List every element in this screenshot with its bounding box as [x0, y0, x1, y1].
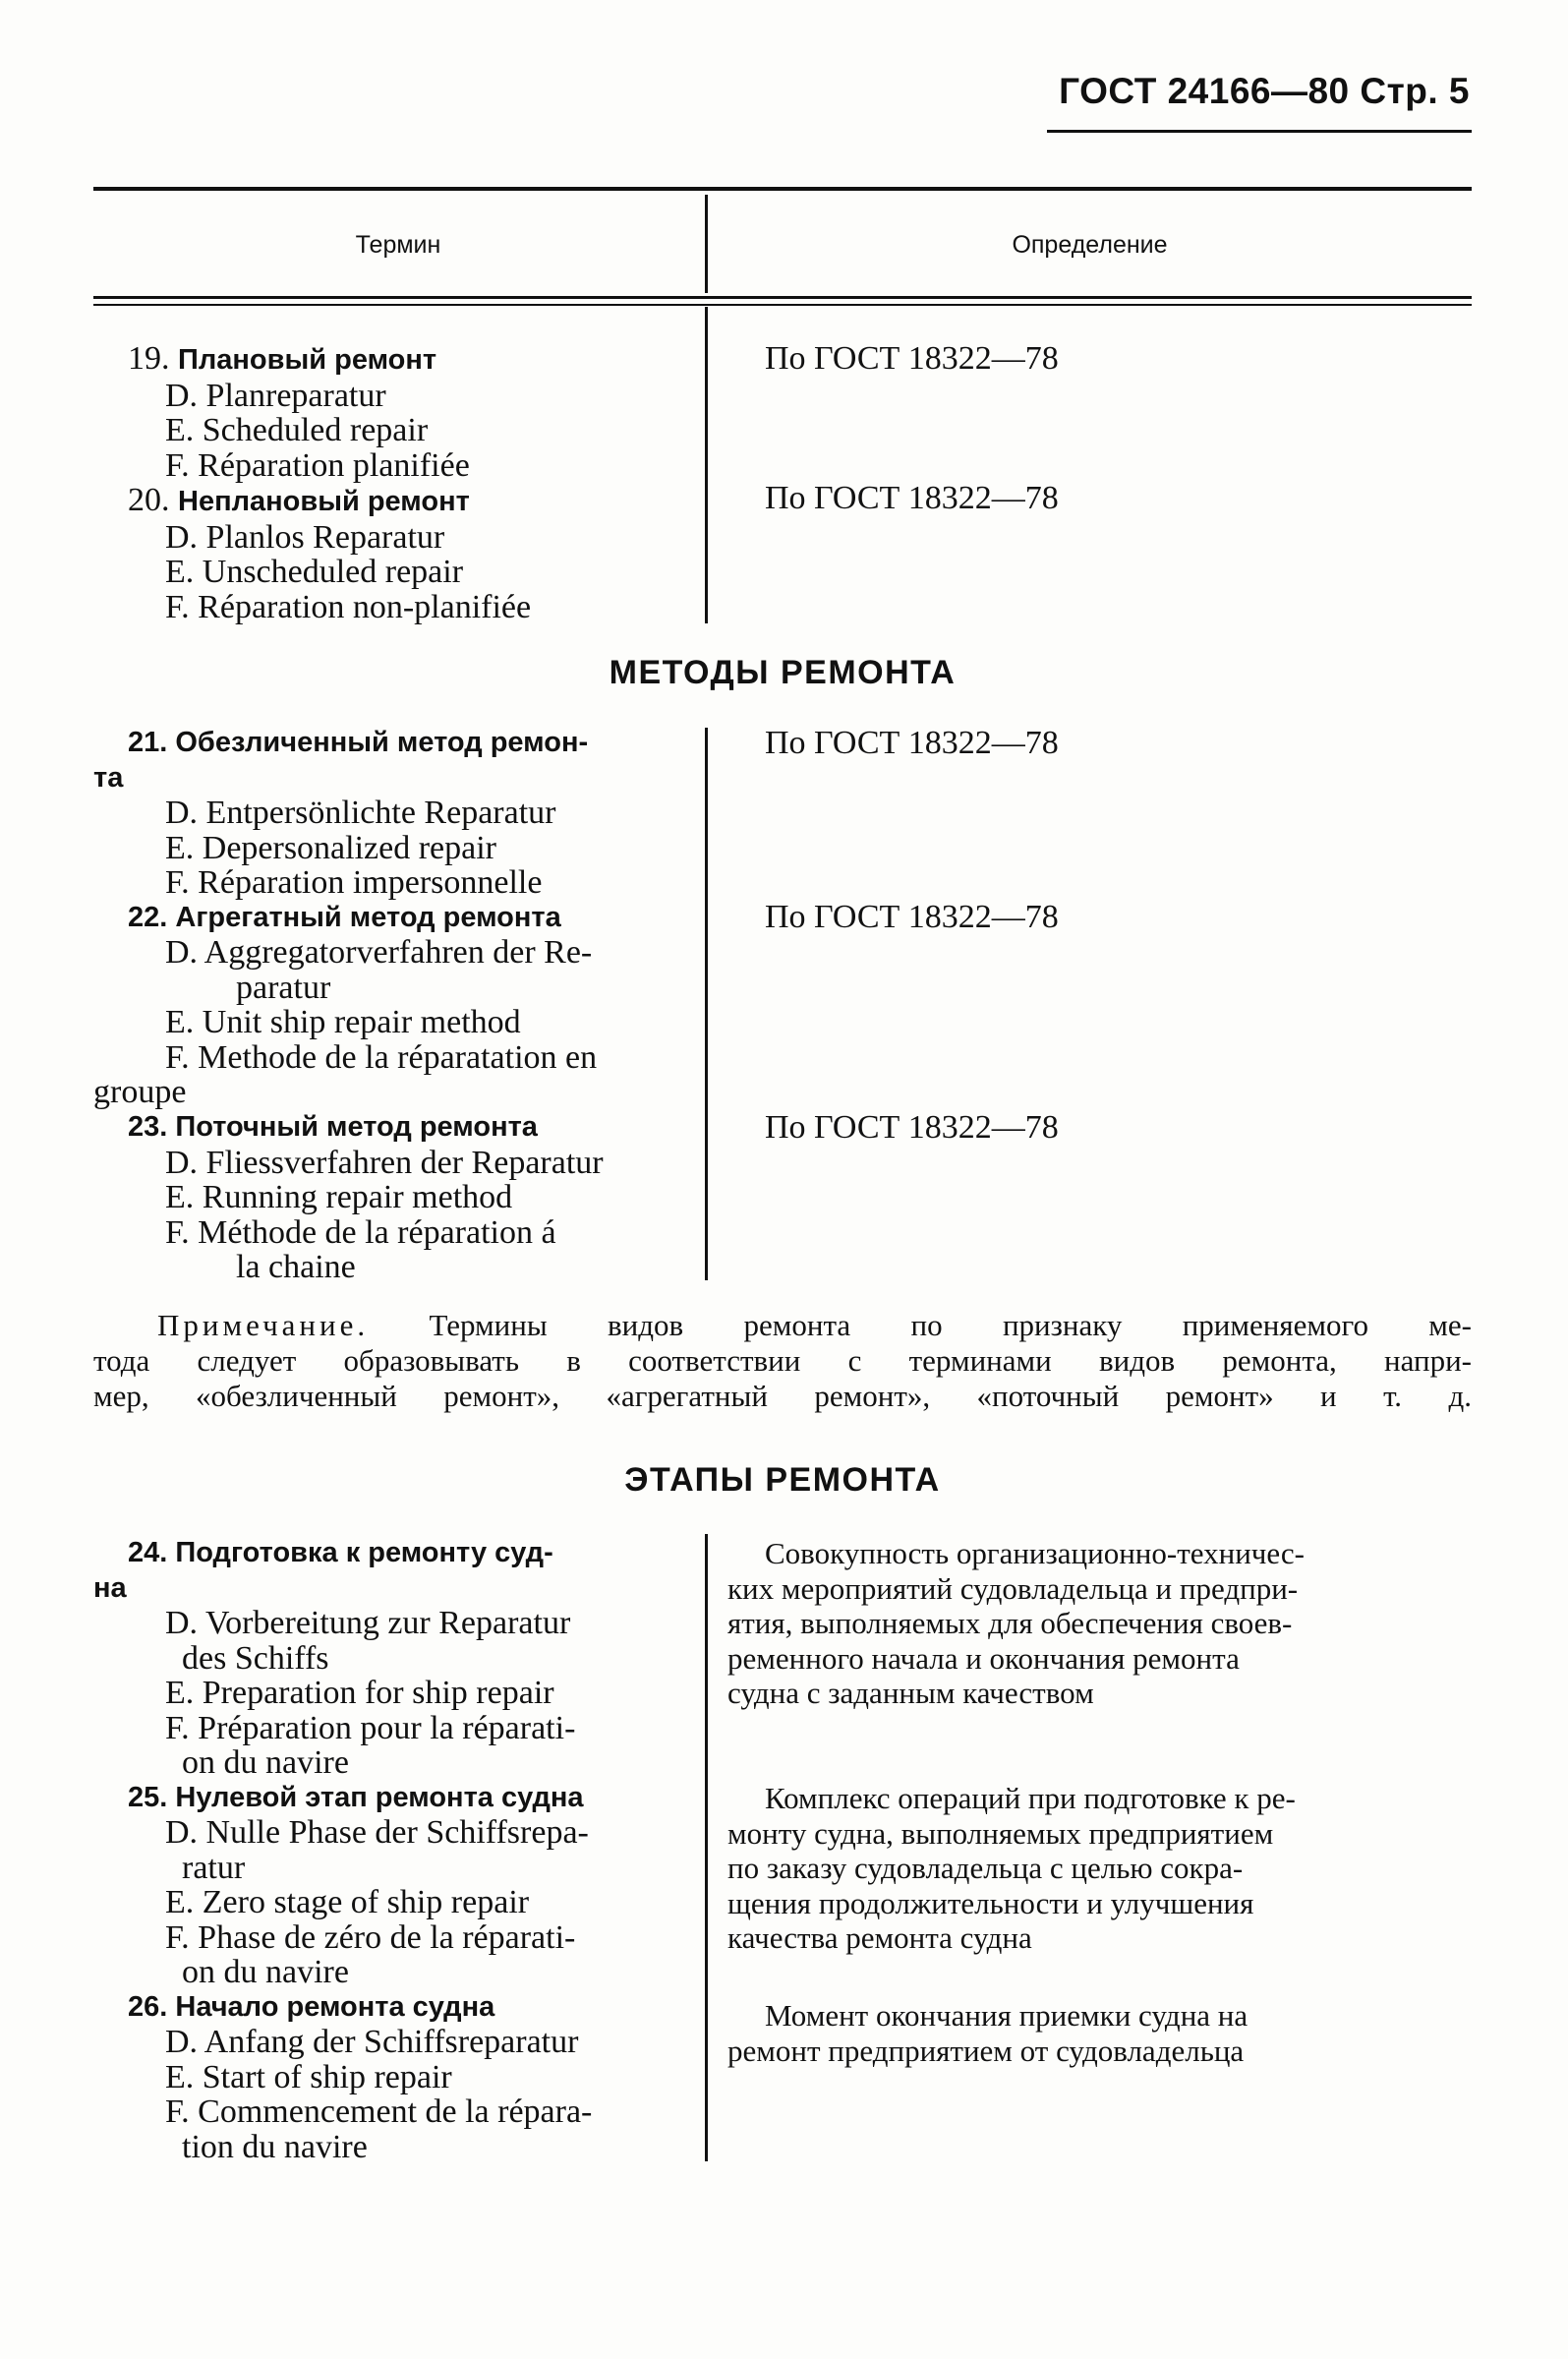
- term-21: [128, 726, 678, 761]
- definition-line: ремонт предприятием от судовладельца: [727, 2033, 1245, 2068]
- column-header-term: Термин: [355, 231, 441, 259]
- definition-text: По ГОСТ 18322—78: [765, 480, 1059, 516]
- term-fr: F. Réparation non-planifiée: [165, 588, 532, 625]
- note-label: Примечание.: [157, 1308, 370, 1342]
- section-title-stages: ЭТАПЫ РЕМОНТА: [624, 1461, 941, 1499]
- term-title: 23. Поточный метод ремонта: [128, 1111, 538, 1143]
- column-divider-2: [705, 728, 708, 1280]
- definition-line: ких мероприятий судовладельца и предпри-: [727, 1570, 1299, 1606]
- term-en: E. Unscheduled repair: [165, 554, 464, 590]
- term-title: 21. Обезличенный метод ремон-: [128, 727, 589, 758]
- term-fr-cont: on du navire: [182, 1954, 349, 1990]
- term-fr-cont: tion du navire: [182, 2128, 368, 2165]
- header-column-divider: [705, 195, 708, 293]
- section-title-methods: МЕТОДЫ РЕМОНТА: [609, 654, 957, 691]
- term-de-cont: paratur: [236, 969, 331, 1006]
- definition-line: монту судна, выполняемых предприятием: [727, 1815, 1274, 1851]
- definition-text: По ГОСТ 18322—78: [765, 725, 1059, 761]
- term-title: 24. Подготовка к ремонту суд-: [128, 1537, 553, 1568]
- note-line-3: мер, «обезличенный ремонт», «агрегатный ремонт», «поточный ремонт» и т. д.: [93, 1379, 1472, 1413]
- column-divider-1: [705, 307, 708, 623]
- definition-line: щения продолжительности и улучшения: [727, 1885, 1254, 1920]
- definition-text: По ГОСТ 18322—78: [765, 340, 1059, 377]
- term-fr: F. Réparation impersonnelle: [165, 864, 543, 901]
- term-24: [128, 1536, 678, 1571]
- term-en: E. Unit ship repair method: [165, 1004, 521, 1040]
- term-fr: F. Préparation pour la réparati-: [165, 1709, 576, 1746]
- term-title: 25. Нулевой этап ремонта судна: [128, 1781, 584, 1813]
- term-fr-cont: la chaine: [236, 1249, 356, 1285]
- term-title-cont: та: [93, 762, 124, 794]
- definition-text: По ГОСТ 18322—78: [765, 1109, 1059, 1146]
- definition-21: [765, 726, 1473, 761]
- note-line-1: Термины видов ремонта по признаку применяемого ме-: [429, 1308, 1472, 1342]
- definition-line: судна с заданным качеством: [727, 1676, 1094, 1710]
- term-de: D. Nulle Phase der Schiffsrepa-: [165, 1814, 589, 1851]
- term-de: D. Fliessverfahren der Reparatur: [165, 1144, 604, 1181]
- term-19: [128, 341, 678, 624]
- term-en: E. Running repair method: [165, 1179, 513, 1215]
- definition-24: [727, 1536, 1472, 1711]
- term-de: D. Aggregatorverfahren der Re-: [165, 934, 593, 971]
- definition-22: [765, 900, 1473, 935]
- term-title: 22. Агрегатный метод ремонта: [128, 901, 561, 933]
- term-22-cont: [93, 1075, 186, 1110]
- term-title: Неплановый ремонт: [178, 486, 470, 517]
- term-21-langs: [128, 796, 678, 1075]
- term-de-cont: ratur: [182, 1849, 246, 1886]
- term-de: D. Vorbereitung zur Reparatur: [165, 1605, 571, 1641]
- term-23: [128, 1110, 678, 1285]
- term-number: 20.: [128, 482, 170, 518]
- definition-line: ременного начала и окончания ремонта: [727, 1640, 1240, 1676]
- definition-23: [765, 1110, 1473, 1146]
- term-24-cont: [93, 1571, 127, 1607]
- term-fr: F. Commencement de la répara-: [165, 2094, 593, 2130]
- term-en: E. Scheduled repair: [165, 412, 429, 448]
- note-paragraph: [93, 1308, 1472, 1414]
- term-title-cont: на: [93, 1572, 127, 1604]
- definition-line: по заказу судовладельца с целью сокра-: [727, 1851, 1244, 1885]
- term-de-cont: des Schiffs: [182, 1639, 329, 1677]
- term-24-langs: [128, 1606, 678, 2164]
- definition-text: По ГОСТ 18322—78: [765, 899, 1059, 935]
- term-fr-cont: on du navire: [182, 1744, 349, 1781]
- term-de: D. Anfang der Schiffsreparatur: [165, 2024, 579, 2060]
- definition-25: [727, 1781, 1472, 1956]
- column-header-definition: Определение: [1012, 231, 1168, 259]
- table-top-rule: [93, 187, 1472, 191]
- term-de: D. Planreparatur: [165, 377, 386, 414]
- term-en: E. Zero stage of ship repair: [165, 1884, 530, 1920]
- definition-line: Совокупность организационно-техничес-: [765, 1536, 1305, 1570]
- column-divider-3: [705, 1534, 708, 2161]
- definition-line: качества ремонта судна: [727, 1920, 1032, 1955]
- term-fr-cont: groupe: [93, 1074, 187, 1110]
- term-number: 19.: [128, 340, 170, 377]
- term-title: Плановый ремонт: [178, 344, 437, 376]
- term-de: D. Entpersönlichte Reparatur: [165, 795, 556, 831]
- definition-line: Комплекс операций при подготовке к ре-: [765, 1781, 1296, 1815]
- definition-line: Момент окончания приемки судна на: [765, 1998, 1249, 2033]
- term-en: E. Preparation for ship repair: [165, 1675, 554, 1711]
- term-en: E. Start of ship repair: [165, 2058, 452, 2095]
- term-21-cont: [93, 761, 123, 796]
- header-bottom-rule-2: [93, 304, 1472, 306]
- term-fr: F. Réparation planifiée: [165, 446, 470, 484]
- definition-19: [765, 341, 1473, 377]
- header-bottom-rule: [93, 296, 1472, 299]
- header-rule: [1047, 130, 1472, 133]
- term-en: E. Depersonalized repair: [165, 829, 496, 866]
- term-fr: F. Méthode de la réparation á: [165, 1213, 556, 1251]
- definition-line: ятия, выполняемых для обеспечения своев-: [727, 1606, 1293, 1640]
- note-line-2: тода следует образовывать в соответствии с терминами видов ремонта, напри-: [93, 1343, 1472, 1378]
- definition-20: [765, 481, 1473, 516]
- term-de: D. Planlos Reparatur: [165, 518, 445, 556]
- term-fr: F. Phase de zéro de la réparati-: [165, 1918, 576, 1956]
- term-fr: F. Methode de la réparatation en: [165, 1038, 598, 1076]
- term-title: 26. Начало ремонта судна: [128, 1990, 495, 2023]
- page-header: ГОСТ 24166—80 Стр. 5: [1059, 71, 1470, 111]
- definition-26: [727, 1998, 1472, 2068]
